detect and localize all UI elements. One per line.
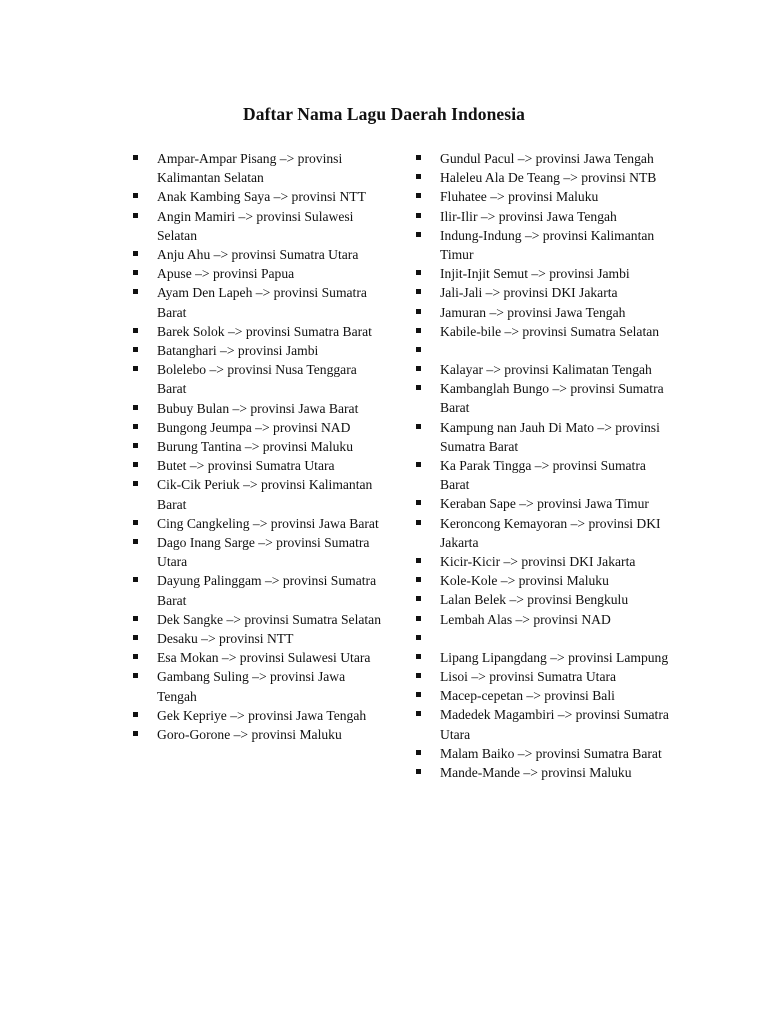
list-item: Fluhatee –> provinsi Maluku — [415, 187, 675, 206]
list-item: Butet –> provinsi Sumatra Utara — [132, 456, 382, 475]
list-item: Dago Inang Sarge –> provinsi Sumatra Utara — [132, 533, 382, 571]
song-list-right — [415, 149, 675, 782]
list-item: Jali-Jali –> provinsi DKI Jakarta — [415, 283, 675, 302]
list-item: Goro-Gorone –> provinsi Maluku — [132, 725, 382, 744]
list-item: Bolelebo –> provinsi Nusa Tenggara Barat — [132, 360, 382, 398]
list-item: Ilir-Ilir –> provinsi Jawa Tengah — [415, 207, 675, 226]
list-item: Keroncong Kemayoran –> provinsi DKI Jakarta — [415, 514, 675, 552]
list-item: Batanghari –> provinsi Jambi — [132, 341, 382, 360]
list-item: Kole-Kole –> provinsi Maluku — [415, 571, 675, 590]
empty-list-item — [415, 629, 675, 648]
list-item: Madedek Magambiri –> provinsi Sumatra Utara — [415, 705, 675, 743]
list-item: Lisoi –> provinsi Sumatra Utara — [415, 667, 675, 686]
page-title: Daftar Nama Lagu Daerah Indonesia — [242, 104, 526, 124]
song-list-left — [132, 149, 382, 744]
list-item: Kampung nan Jauh Di Mato –> provinsi Sumatra Barat — [415, 418, 675, 456]
list-item: Haleleu Ala De Teang –> provinsi NTB — [415, 168, 675, 187]
list-item: Anju Ahu –> provinsi Sumatra Utara — [132, 245, 382, 264]
list-item: Macep-cepetan –> provinsi Bali — [415, 686, 675, 705]
list-item: Dayung Palinggam –> provinsi Sumatra Barat — [132, 571, 382, 609]
list-item: Mande-Mande –> provinsi Maluku — [415, 763, 675, 782]
list-item: Cing Cangkeling –> provinsi Jawa Barat — [132, 514, 382, 533]
list-item: Desaku –> provinsi NTT — [132, 629, 382, 648]
list-item: Anak Kambing Saya –> provinsi NTT — [132, 187, 382, 206]
list-item: Lipang Lipangdang –> provinsi Lampung — [415, 648, 675, 667]
empty-list-item — [415, 341, 675, 360]
list-item: Angin Mamiri –> provinsi Sulawesi Selatan — [132, 207, 382, 245]
list-item: Bubuy Bulan –> provinsi Jawa Barat — [132, 399, 382, 418]
list-item: Keraban Sape –> provinsi Jawa Timur — [415, 494, 675, 513]
list-item: Lembah Alas –> provinsi NAD — [415, 610, 675, 629]
list-item: Indung-Indung –> provinsi Kalimantan Timur — [415, 226, 675, 264]
list-item: Injit-Injit Semut –> provinsi Jambi — [415, 264, 675, 283]
list-item: Gek Kepriye –> provinsi Jawa Tengah — [132, 706, 382, 725]
list-item: Esa Mokan –> provinsi Sulawesi Utara — [132, 648, 382, 667]
list-item: Bungong Jeumpa –> provinsi NAD — [132, 418, 382, 437]
list-item: Apuse –> provinsi Papua — [132, 264, 382, 283]
list-item: Dek Sangke –> provinsi Sumatra Selatan — [132, 610, 382, 629]
list-item: Ampar-Ampar Pisang –> provinsi Kalimantan Selatan — [132, 149, 382, 187]
list-item: Ayam Den Lapeh –> provinsi Sumatra Barat — [132, 283, 382, 321]
list-item: Gundul Pacul –> provinsi Jawa Tengah — [415, 149, 675, 168]
list-item: Kabile-bile –> provinsi Sumatra Selatan — [415, 322, 675, 341]
list-item: Cik-Cik Periuk –> provinsi Kalimantan Barat — [132, 475, 382, 513]
list-item: Jamuran –> provinsi Jawa Tengah — [415, 303, 675, 322]
list-item: Lalan Belek –> provinsi Bengkulu — [415, 590, 675, 609]
list-item: Kalayar –> provinsi Kalimatan Tengah — [415, 360, 675, 379]
list-item: Kambanglah Bungo –> provinsi Sumatra Barat — [415, 379, 675, 417]
list-item: Malam Baiko –> provinsi Sumatra Barat — [415, 744, 675, 763]
list-item: Burung Tantina –> provinsi Maluku — [132, 437, 382, 456]
list-item: Gambang Suling –> provinsi Jawa Tengah — [132, 667, 382, 705]
list-item: Ka Parak Tingga –> provinsi Sumatra Barat — [415, 456, 675, 494]
list-item: Barek Solok –> provinsi Sumatra Barat — [132, 322, 382, 341]
list-item: Kicir-Kicir –> provinsi DKI Jakarta — [415, 552, 675, 571]
